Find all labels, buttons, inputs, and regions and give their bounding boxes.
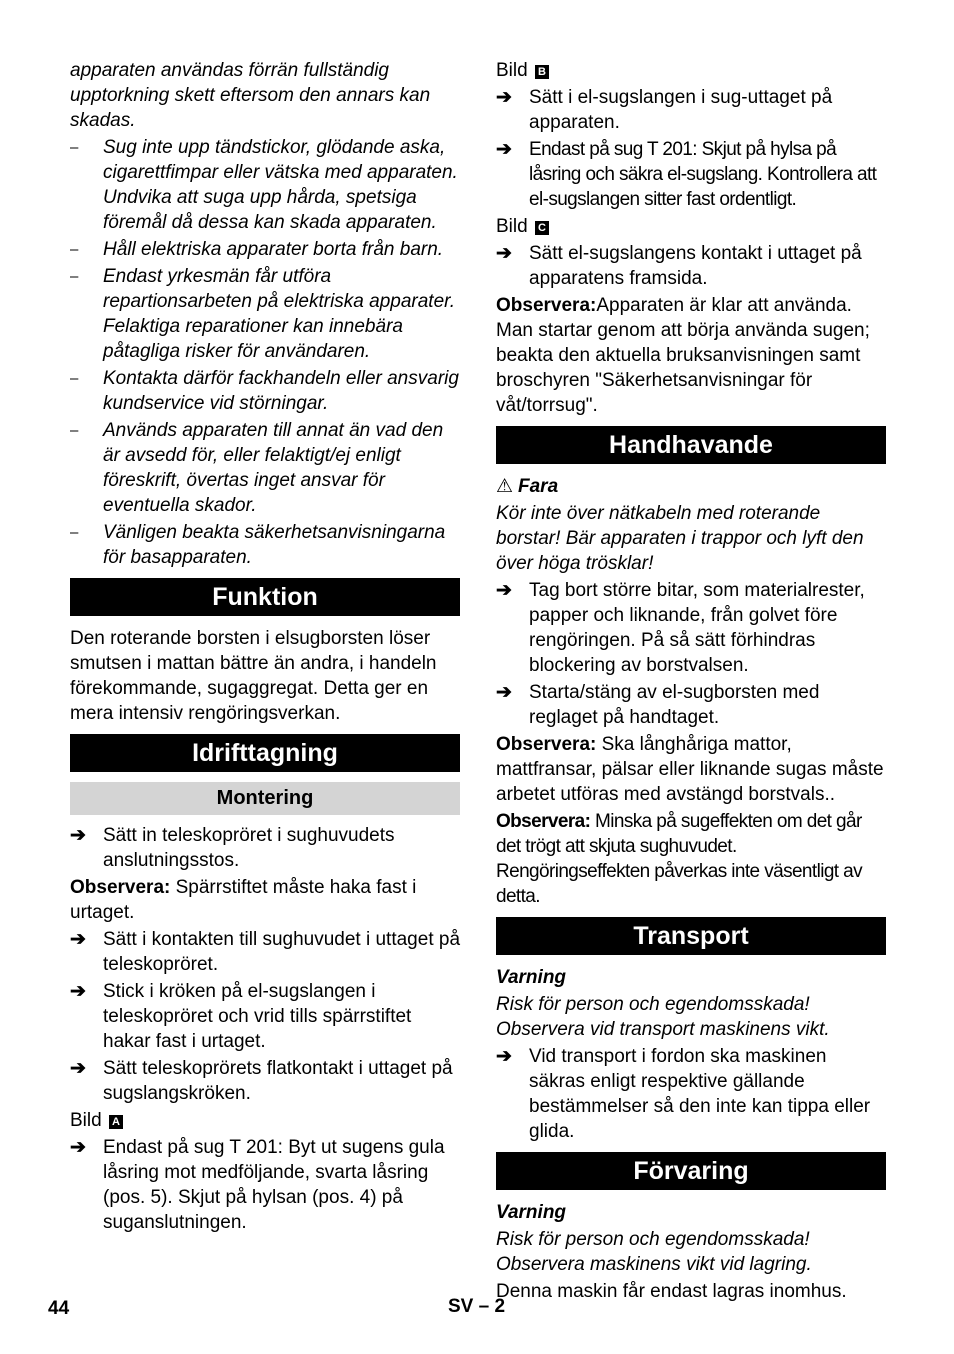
step-text: Endast på sug T 201: Skjut på hylsa på låsring och säkra el-sugslang. Kontrollera att el-sugslangen sitter fast ordentligt. [529,139,877,210]
list-item: – Håll elektriska apparater borta från barn. [70,237,460,262]
warning-text: Risk för person och egendomsskada! Observera maskinens vikt vid lagring. [496,1229,812,1275]
left-column [70,58,460,1237]
instruction-step [496,85,886,135]
figure-reference [496,58,886,83]
instruction-step [496,680,886,730]
arrow-icon: ➔ [70,1137,86,1158]
step-text: Sätt i kontakten till sughuvudet i uttaget på teleskopröret. [103,929,461,975]
list-item: – Endast yrkesmän får utföra repartionsarbeten på elektriska apparater. Felaktiga reparationer kan innebära påtagliga risker för användaren. [70,264,460,364]
section-heading-forvaring: Förvaring [496,1152,886,1190]
section-heading-transport: Transport [496,917,886,955]
instruction-step [496,1044,886,1144]
arrow-icon: ➔ [496,1046,512,1067]
note-text: Ska långhåriga mattor, mattfransar, pälsar eller liknande sugas måste arbetet utföras med avstängd borstvals.. [496,734,884,805]
note-text: Apparaten är klar att använda. Man startar genom att börja använda sugen; beakta den aktuella bruksanvisningen samt broschyren "Säkerhetsanvisningar för våt/torrsug". [496,295,870,416]
arrow-icon: ➔ [496,139,512,160]
page-reference: – 2 [478,1296,506,1317]
warning-heading: Varning [496,967,567,988]
list-item: – Kontakta därför fackhandeln eller ansvarig kundservice vid störningar. [70,366,460,416]
figure-reference [70,1108,460,1133]
figure-letter-badge: B [535,65,549,79]
figure-label: Bild [70,1110,102,1131]
warning-text: Risk för person och egendomsskada! Observera vid transport maskinens vikt. [496,994,830,1040]
warning-triangle-icon: ⚠ [496,476,514,497]
step-text: Sätt teleskoprörets flatkontakt i uttaget på sugslangskröken. [103,1058,453,1104]
note-text: Spärrstiftet måste haka fast i urtaget. [70,877,417,923]
note-text: Minska på sugeffekten om det går det trögt att skjuta sughuvudet. Rengöringseffekten påverkas inte väsentligt av detta. [496,811,863,907]
figure-letter-badge: C [535,221,549,235]
instruction-step [496,241,886,291]
note [496,732,886,807]
step-text: Sätt in teleskopröret i sughuvudets anslutningsstos. [103,825,395,871]
figure-label: Bild [496,60,528,81]
step-text: Sätt i el-sugslangen i sug-uttaget på apparaten. [529,87,833,133]
section-heading-funktion: Funktion [70,578,460,616]
step-text: Vid transport i fordon ska maskinen säkras enligt respektive gällande bestämmelser så den inte kan tippa eller glida. [529,1046,871,1142]
instruction-step [70,823,460,873]
arrow-icon: ➔ [496,682,512,703]
instruction-step [496,578,886,678]
danger-text: Kör inte över nätkabeln med roterande borstar! Bär apparaten i trappor och lyft den över höga trösklar! [496,503,864,574]
note-label: Observera: [496,734,597,755]
figure-letter-badge: A [109,1115,123,1129]
figure-label: Bild [496,216,528,237]
arrow-icon: ➔ [70,981,86,1002]
instruction-step [70,927,460,977]
section-heading-handhavande: Handhavande [496,426,886,464]
section-heading-idrifttagning: Idrifttagning [70,734,460,772]
note [70,875,460,925]
funktion-text: Den roterande borsten i elsugborsten löser smutsen i mattan bättre än andra, i handeln förekommande, sugaggregat. Detta ger en mera intensiv rengöringsverkan. [70,628,437,724]
list-item: – Vänligen beakta säkerhetsanvisningarna för basapparaten. [70,520,460,570]
page-footer-ref [448,1296,505,1318]
arrow-icon: ➔ [70,929,86,950]
arrow-icon: ➔ [496,243,512,264]
arrow-icon: ➔ [496,580,512,601]
step-text: Sätt el-sugslangens kontakt i uttaget på apparatens framsida. [529,243,862,289]
instruction-step [70,1056,460,1106]
note-label: Observera: [496,811,591,832]
storage-text: Denna maskin får endast lagras inomhus. [496,1281,847,1302]
warning-heading: Varning [496,1202,567,1223]
instruction-step [496,137,886,212]
arrow-icon: ➔ [496,87,512,108]
language-code: SV [448,1296,474,1317]
step-text: Endast på sug T 201: Byt ut sugens gula låsring mot medföljande, svarta låsring (pos. 5). Skjut på hylsan (pos. 4) på suganslutningen. [103,1137,445,1233]
list-item: – Används apparaten till annat än vad den är avsedd för, eller felaktigt/ej enligt föreskrift, övertas inget ansvar för eventuella skador. [70,418,460,518]
subsection-heading-montering: Montering [70,782,460,815]
instruction-step [70,1135,460,1235]
note-label: Observera: [496,295,597,316]
step-text: Stick i kröken på el-sugslangen i teleskopröret och vrid tills spärrstiftet hakar fast i urtaget. [103,981,412,1052]
note [496,293,886,418]
danger-label: Fara [518,476,559,497]
note-label: Observera: [70,877,171,898]
instruction-step [70,979,460,1054]
intro-continuation: apparaten användas förrän fullständig upptorkning skett eftersom den annars kan skadas. [70,60,431,131]
step-text: Tag bort större bitar, som materialrester, papper och liknande, från golvet före rengöringen. På så sätt förhindras blockering av borstvalsen. [529,580,865,676]
note [496,809,886,909]
right-column [496,58,886,1306]
arrow-icon: ➔ [70,825,86,846]
figure-reference [496,214,886,239]
step-text: Starta/stäng av el-sugborsten med reglaget på handtaget. [529,682,820,728]
page-number: 44 [48,1298,70,1319]
danger-heading [496,474,886,499]
list-item: – Sug inte upp tändstickor, glödande aska, cigarettfimpar eller vätska med apparaten. Undvika att suga upp hårda, spetsiga föremål då dessa kan skada apparaten. [70,135,460,235]
arrow-icon: ➔ [70,1058,86,1079]
